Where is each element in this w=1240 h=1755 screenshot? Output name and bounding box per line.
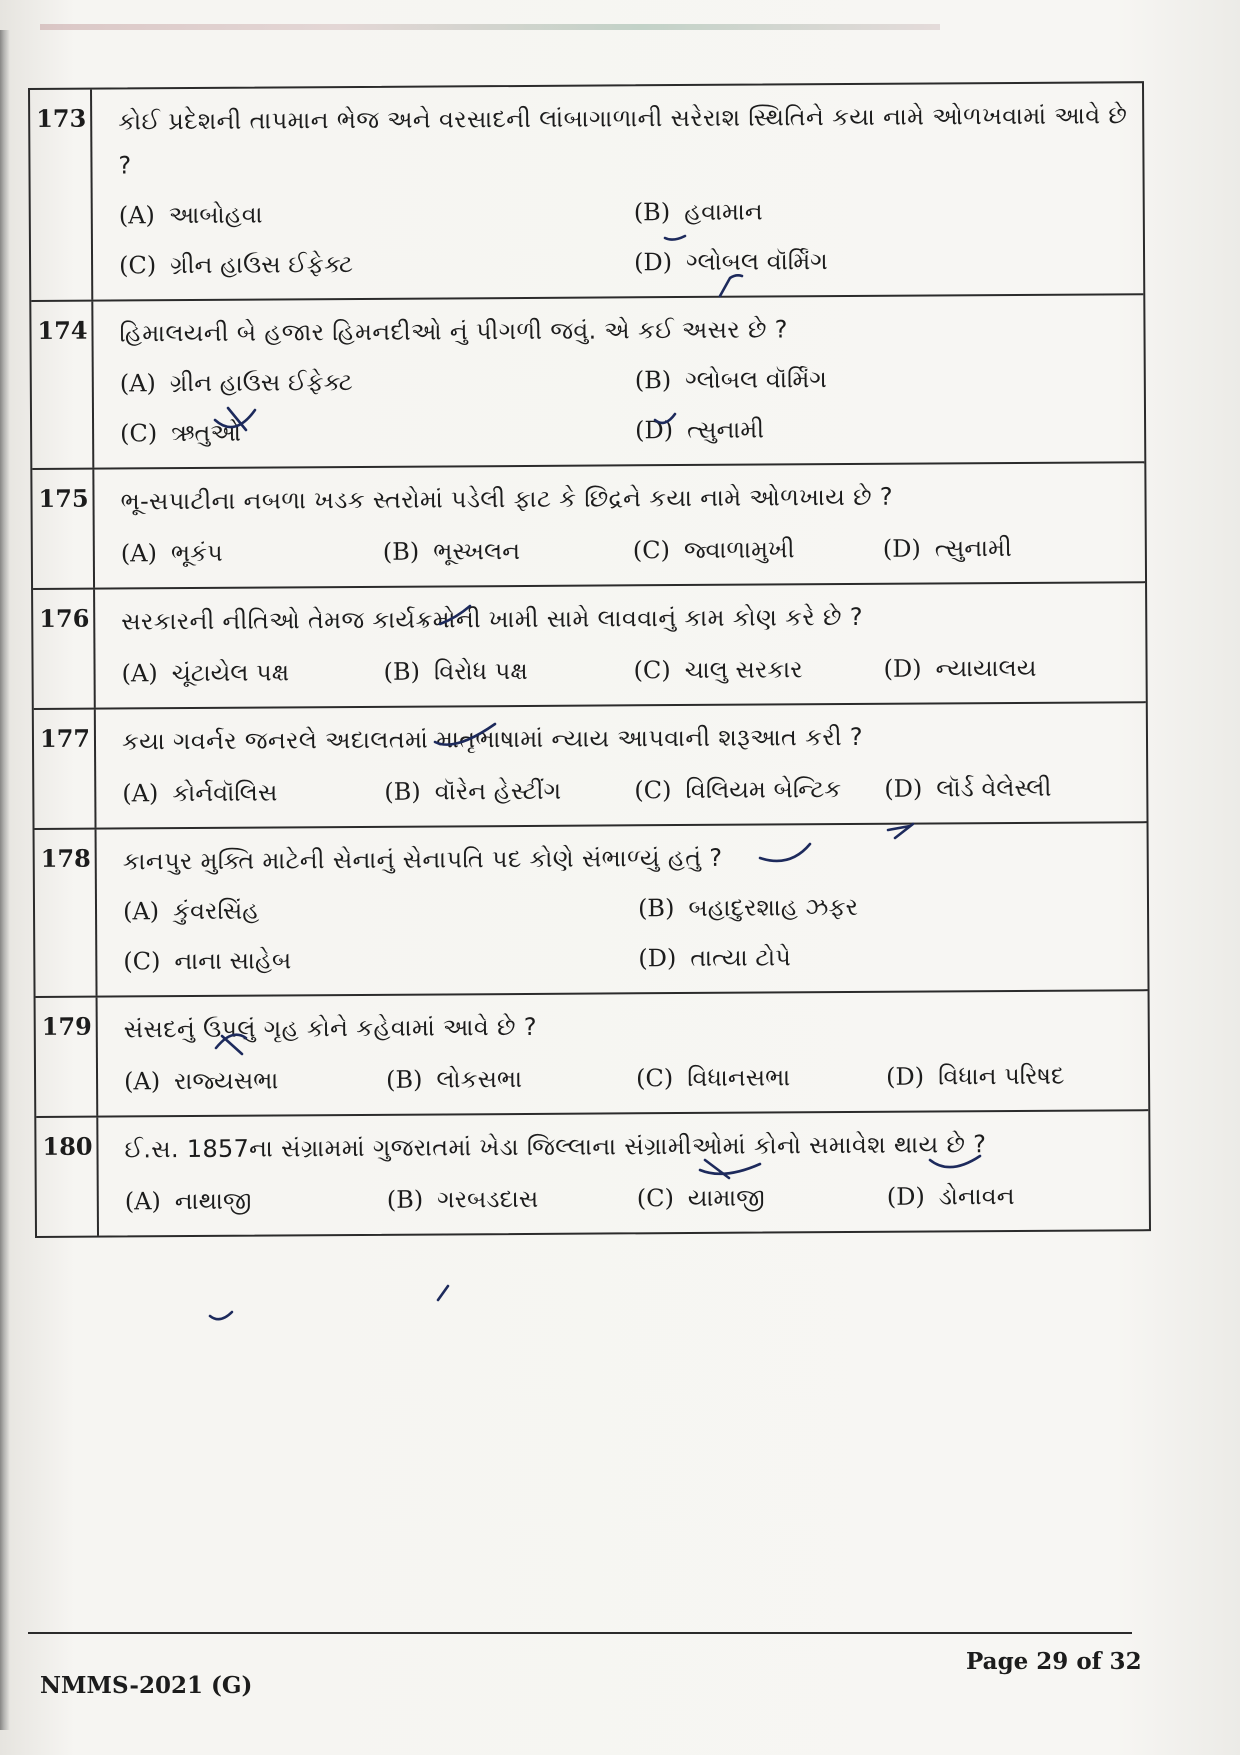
option-text: કુંવરસિંહ — [173, 896, 260, 926]
option-label: (C) — [635, 1064, 674, 1093]
question-row — [36, 989, 1149, 1116]
option-text: લોકસભા — [436, 1065, 523, 1094]
answer-option — [634, 237, 1129, 284]
option-text: જ્વાળામુખી — [683, 535, 795, 565]
question-row — [33, 581, 1146, 708]
question-text: સંસદનું ઉપલું ગૃહ કોને કહેવામાં આવે છે ? — [123, 1012, 537, 1044]
option-label: (B) — [383, 657, 421, 686]
question-text: સરકારની નીતિઓ તેમજ કાર્યક્રમોની ખામી સામે લાવવાનું કામ કોણ કરે છે ? — [121, 602, 863, 636]
question-number: 180 — [36, 1118, 99, 1236]
answer-option — [634, 187, 1129, 234]
question-number: 175 — [32, 470, 95, 588]
option-text: ભૂકંપ — [170, 538, 223, 568]
answer-option — [635, 405, 1130, 452]
question-body — [95, 583, 1146, 707]
question-text: ભૂ-સપાટીના નબળા ખડક સ્તરોમાં પડેલી ફાટ કે છિદ્રને કયા નામે ઓળખાય છે ? — [120, 482, 893, 516]
option-label: (D) — [885, 1062, 925, 1091]
option-text: ન્યાયાલય — [935, 653, 1037, 683]
question-text: હિમાલયની બે હજાર હિમનદીઓ નું પીગળી જવું. એ કઈ અસર છે ? — [119, 315, 788, 348]
option-text: ત્સુનામી — [934, 533, 1012, 563]
question-text: કાનપુર મુક્તિ માટેની સેનાનું સેનાપતિ પદ કોણે સંભાળ્યું હતું ? — [122, 843, 723, 876]
option-label: (A) — [124, 1187, 161, 1216]
option-text: રાજ્યસભા — [174, 1066, 279, 1096]
question-number: 179 — [36, 998, 99, 1116]
answer-option — [121, 530, 383, 576]
answer-option — [883, 525, 1131, 571]
answer-option — [633, 647, 883, 693]
question-body — [92, 83, 1143, 299]
footer-rule — [28, 1632, 1132, 1634]
answer-option — [638, 883, 1133, 930]
option-label: (B) — [633, 198, 671, 227]
answer-option — [634, 767, 884, 813]
answer-option — [633, 527, 883, 573]
question-body — [93, 295, 1144, 467]
question-number: 173 — [30, 90, 93, 300]
answer-option — [123, 886, 638, 933]
option-label: (B) — [384, 777, 421, 806]
option-label: (B) — [382, 537, 420, 566]
option-text: ઋતુઓ — [171, 418, 242, 448]
option-text: બહાદુરશાહ ઝફર — [688, 892, 859, 922]
option-text: ગ્લોબલ વૉર્મિંગ — [685, 365, 827, 394]
question-text: કોઈ પ્રદેશની તાપમાન ભેજ અને વરસાદની લાંબાગાળાની સરેરાશ સ્થિતિને કયા નામે ઓળખવામાં આવે છે ? — [118, 101, 1128, 180]
option-label: (D) — [882, 534, 921, 563]
answer-option — [119, 190, 634, 237]
answer-option — [886, 1053, 1134, 1099]
option-list — [123, 883, 1134, 983]
question-number: 174 — [31, 302, 94, 468]
option-text: લૉર્ડ વેલેસ્લી — [936, 773, 1052, 803]
option-text: વિધાનસભા — [687, 1063, 791, 1092]
question-row — [35, 821, 1148, 996]
option-text: ચૂંટાયેલ પક્ષ — [171, 658, 290, 688]
page-number: Page 29 of 32 — [966, 1648, 1142, 1675]
option-list — [122, 765, 1132, 815]
question-row — [36, 1109, 1149, 1236]
option-label: (D) — [633, 248, 673, 277]
option-label: (D) — [635, 416, 674, 445]
question-table — [28, 81, 1151, 1238]
question-text: ઈ.સ. 1857ના સંગ્રામમાં ગુજરાતમાં ખેડા જિલ્લાના સંગ્રામીઓમાં કોનો સમાવેશ થાય છે ? — [124, 1130, 987, 1164]
option-label: (A) — [122, 779, 159, 808]
answer-option — [887, 1173, 1135, 1219]
answer-option — [123, 936, 638, 983]
option-label: (C) — [120, 419, 158, 448]
option-text: વિધાન પરિષદ — [937, 1061, 1065, 1091]
option-text: ડોનાવન — [938, 1181, 1015, 1211]
answer-option — [883, 645, 1131, 691]
option-text: વિરોધ પક્ષ — [433, 656, 528, 686]
option-text: આબોહવા — [168, 200, 263, 230]
answer-option — [384, 768, 634, 814]
option-text: ગરબડદાસ — [437, 1184, 539, 1214]
answer-option — [383, 528, 633, 574]
option-text: હવામાન — [684, 197, 763, 226]
option-label: (B) — [634, 366, 672, 395]
option-text: તાત્યા ટોપે — [690, 943, 791, 972]
answer-option — [122, 770, 384, 816]
question-row — [32, 461, 1145, 588]
answer-option — [120, 358, 635, 405]
option-label: (C) — [119, 251, 157, 280]
option-label: (A) — [119, 369, 156, 398]
question-number: 176 — [33, 590, 96, 708]
option-label: (C) — [634, 776, 672, 805]
question-body — [98, 1111, 1149, 1235]
option-label: (C) — [636, 1184, 674, 1213]
question-body — [96, 703, 1147, 827]
option-text: ગ્રીન હાઉસ ઈફેક્ટ — [170, 250, 354, 280]
option-list — [121, 645, 1131, 695]
option-label: (B) — [386, 1185, 424, 1214]
question-row — [31, 293, 1144, 468]
option-text: વૉરેન હેસ્ટીંગ — [434, 776, 562, 806]
option-text: ત્સુનામી — [686, 415, 765, 444]
answer-option — [383, 648, 633, 694]
answer-option — [637, 1175, 887, 1221]
question-body — [97, 823, 1148, 995]
option-label: (D) — [884, 774, 923, 803]
option-text: ગ્રીન હાઉસ ઈફેક્ટ — [169, 368, 353, 398]
answer-option — [124, 1058, 386, 1104]
option-label: (B) — [637, 894, 675, 923]
option-label: (D) — [638, 944, 677, 973]
top-edge-strip — [40, 24, 940, 30]
question-body — [98, 991, 1149, 1115]
question-text: કયા ગવર્નર જનરલે અદાલતમાં માતૃભાષામાં ન્યાય આપવાની શરૂઆત કરી ? — [121, 722, 864, 756]
option-text: વિલિયમ બેન્ટિક — [685, 775, 842, 804]
answer-option — [884, 765, 1132, 811]
option-text: ચાલુ સરકાર — [684, 655, 803, 684]
option-list — [124, 1053, 1134, 1103]
question-row — [30, 83, 1143, 300]
answer-option — [125, 1178, 387, 1224]
option-label: (C) — [632, 536, 671, 565]
binding-shadow — [0, 30, 10, 1730]
answer-option — [635, 355, 1130, 402]
option-text: નાથાજી — [174, 1186, 252, 1216]
option-label: (D) — [886, 1182, 925, 1211]
answer-option — [120, 408, 635, 455]
option-text: કોર્નવૉલિસ — [172, 778, 278, 808]
answer-option — [119, 240, 634, 287]
option-label: (A) — [118, 201, 155, 230]
answer-option — [636, 1055, 886, 1101]
answer-option — [638, 933, 1133, 980]
option-list — [121, 525, 1131, 575]
question-number: 178 — [35, 830, 98, 996]
option-label: (D) — [883, 654, 922, 683]
option-label: (C) — [123, 947, 161, 976]
answer-option — [387, 1176, 637, 1222]
option-text: યામાજી — [687, 1183, 765, 1212]
option-label: (A) — [121, 659, 158, 688]
option-text: નાના સાહેબ — [174, 946, 292, 976]
option-label: (B) — [385, 1065, 423, 1094]
option-list — [119, 187, 1130, 287]
option-text: ગ્લોબલ વૉર્મિંગ — [685, 247, 828, 276]
option-label: (A) — [123, 1067, 161, 1096]
option-label: (A) — [122, 897, 160, 926]
question-body — [94, 463, 1145, 587]
question-number: 177 — [34, 710, 97, 828]
option-label: (C) — [633, 656, 671, 685]
option-list — [125, 1173, 1135, 1223]
option-list — [120, 355, 1131, 455]
answer-option — [121, 650, 383, 696]
answer-option — [386, 1056, 636, 1102]
exam-code: NMMS-2021 (G) — [40, 1672, 253, 1699]
option-text: ભૂસ્ખલન — [433, 537, 521, 566]
question-row — [34, 701, 1147, 828]
option-label: (A) — [120, 539, 157, 568]
